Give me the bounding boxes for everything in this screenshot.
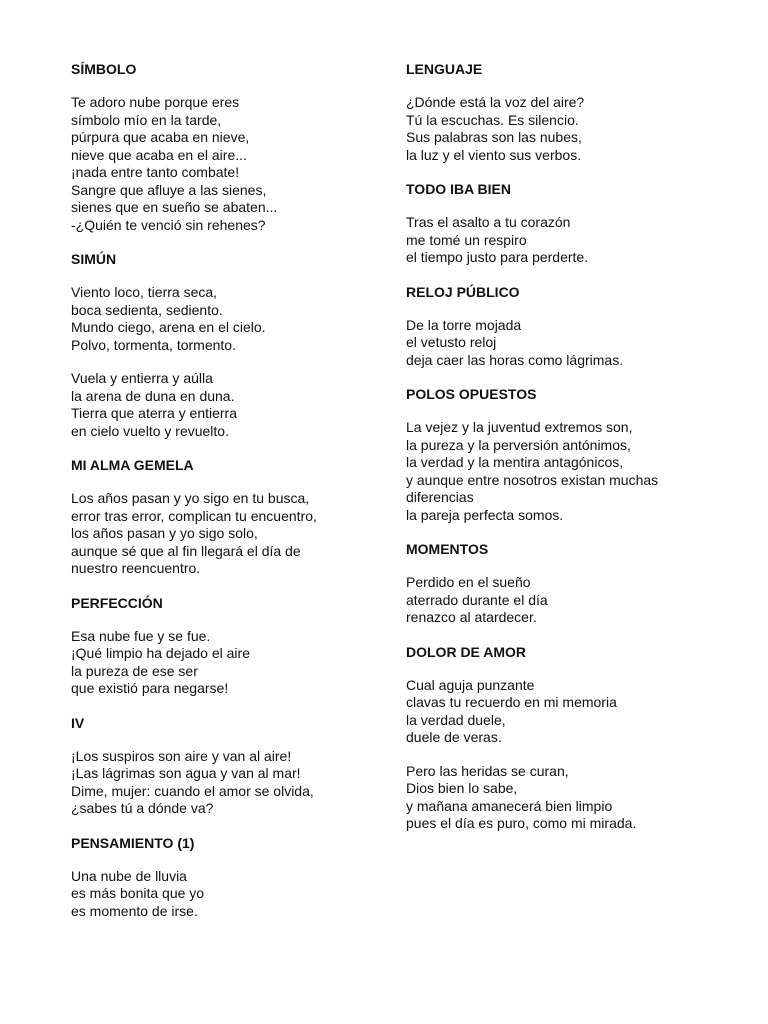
verse-line: la verdad duele, <box>406 711 506 728</box>
verse-line: Pero las heridas se curan, <box>406 762 569 779</box>
stanza <box>406 94 746 164</box>
verse-line: la pureza y la perversión antónimos, <box>406 436 631 453</box>
poem-title: LENGUAJE <box>406 61 483 77</box>
verse-line: duele de veras. <box>406 729 502 745</box>
verse-line: Tierra que aterra y entierra <box>71 405 237 421</box>
stanza <box>406 677 746 747</box>
verse-line: en cielo vuelto y revuelto. <box>71 422 229 439</box>
verse-line: Mundo ciego, arena en el cielo. <box>71 319 266 335</box>
verse-line: Cual aguja punzante <box>406 676 535 693</box>
verse-line: Tú la escuchas. Es silencio. <box>406 111 579 128</box>
verse-line: sienes que en sueño se abaten... <box>71 199 278 215</box>
verse-line: aterrado durante el día <box>406 591 548 608</box>
verse-line: que existió para negarse! <box>71 680 229 696</box>
poem-simun <box>71 250 371 440</box>
verse-line: el vetusto reloj <box>406 334 497 350</box>
poem-todo-iba-bien <box>406 180 746 267</box>
verse-line: -¿Quién te venció sin rehenes? <box>71 216 266 233</box>
verse-line: la pareja perfecta somos. <box>406 506 564 523</box>
verse-line: símbolo mío en la tarde, <box>71 111 222 128</box>
verse-line: ¡Las lágrimas son agua y van al mar! <box>71 765 301 781</box>
verse-line: ¡nada entre tanto combate! <box>71 164 240 180</box>
poem-title: RELOJ PÚBLICO <box>406 283 520 300</box>
verse-line: el tiempo justo para perderte. <box>406 249 589 265</box>
poem-momentos <box>406 540 746 627</box>
verse-line: la pureza de ese ser <box>71 662 198 679</box>
poem-title: POLOS OPUESTOS <box>406 386 537 402</box>
verse-line: la verdad y la mentira antagónicos, <box>406 454 624 470</box>
verse-line: ¡Qué limpio ha dejado el aire <box>71 645 250 661</box>
stanza <box>406 574 746 627</box>
poem-polos-opuestos <box>406 385 746 524</box>
verse-line: los años pasan y yo sigo solo, <box>71 525 258 541</box>
poem-title: DOLOR DE AMOR <box>406 643 527 660</box>
verse-line: Los años pasan y yo sigo en tu busca, <box>71 490 310 506</box>
stanza <box>71 868 371 921</box>
poem-title: PENSAMIENTO (1) <box>71 834 195 851</box>
stanza <box>71 748 371 818</box>
poem-title: MOMENTOS <box>406 541 489 557</box>
verse-line: Polvo, tormenta, tormento. <box>71 336 236 353</box>
verse-line: Dime, mujer: cuando el amor se olvida, <box>71 782 314 799</box>
verse-line: Esa nube fue y se fue. <box>71 627 211 644</box>
poem-title: PERFECCIÓN <box>71 594 163 611</box>
poem-iv <box>71 714 371 818</box>
verse-line: Te adoro nube porque eres <box>71 94 240 110</box>
poem-title: SÍMBOLO <box>71 61 137 77</box>
stanza <box>71 628 371 698</box>
verse-line: la arena de duna en duna. <box>71 387 235 404</box>
poem-title: TODO IBA BIEN <box>406 181 512 197</box>
stanza <box>406 214 746 267</box>
poem-dolor-de-amor <box>406 643 746 833</box>
verse-line: clavas tu recuerdo en mi memoria <box>406 694 617 710</box>
verse-line: aunque sé que al fin llegará el día de <box>71 542 301 559</box>
right-column <box>406 60 746 849</box>
verse-line: Una nube de lluvia <box>71 867 187 884</box>
poem-mi-alma-gemela <box>71 456 371 578</box>
verse-line: púrpura que acaba en nieve, <box>71 129 250 145</box>
stanza <box>71 284 371 354</box>
verse-line: boca sedienta, sediento. <box>71 301 223 318</box>
stanza <box>406 763 746 833</box>
verse-line: y aunque entre nosotros existan muchas <box>406 471 659 488</box>
verse-line: Perdido en el sueño <box>406 574 531 590</box>
verse-line: pues el día es puro, como mi mirada. <box>406 815 637 831</box>
stanza <box>71 94 371 234</box>
verse-line: renazco al atardecer. <box>406 609 537 625</box>
verse-line: ¡Los suspiros son aire y van al aire! <box>71 747 292 764</box>
verse-line: es más bonita que yo <box>71 885 205 901</box>
verse-line: La vejez y la juventud extremos son, <box>406 419 633 435</box>
verse-line: Viento loco, tierra seca, <box>71 284 218 300</box>
poem-title: SIMÚN <box>71 251 117 267</box>
stanza <box>71 370 371 440</box>
verse-line: ¿Dónde está la voz del aire? <box>406 94 585 110</box>
verse-line: Tras el asalto a tu corazón <box>406 214 571 230</box>
poem-title: MI ALMA GEMELA <box>71 457 194 473</box>
verse-line: diferencias <box>406 489 474 505</box>
verse-line: me tomé un respiro <box>406 231 527 248</box>
verse-line: y mañana amanecerá bien limpio <box>406 797 613 814</box>
verse-line: Sangre que afluye a las sienes, <box>71 181 267 198</box>
poem-title: IV <box>71 714 85 731</box>
verse-line: Sus palabras son las nubes, <box>406 129 582 145</box>
verse-line: Vuela y entierra y aúlla <box>71 370 213 386</box>
poem-reloj-publico <box>406 283 746 370</box>
left-column <box>71 60 371 936</box>
verse-line: De la torre mojada <box>406 316 522 333</box>
verse-line: la luz y el viento sus verbos. <box>406 146 582 163</box>
verse-line: es momento de irse. <box>71 902 198 919</box>
poem-perfeccion <box>71 594 371 698</box>
verse-line: deja caer las horas como lágrimas. <box>406 351 624 368</box>
poem-pensamiento-1 <box>71 834 371 921</box>
poem-simbolo <box>71 60 371 234</box>
stanza <box>406 419 746 524</box>
verse-line: Dios bien lo sabe, <box>406 780 518 796</box>
verse-line: nuestro reencuentro. <box>71 560 201 576</box>
verse-line: nieve que acaba en el aire... <box>71 146 247 163</box>
poem-lenguaje <box>406 60 746 164</box>
stanza <box>71 490 371 578</box>
verse-line: error tras error, complican tu encuentro, <box>71 507 317 524</box>
stanza <box>406 317 746 370</box>
verse-line: ¿sabes tú a dónde va? <box>71 800 214 816</box>
